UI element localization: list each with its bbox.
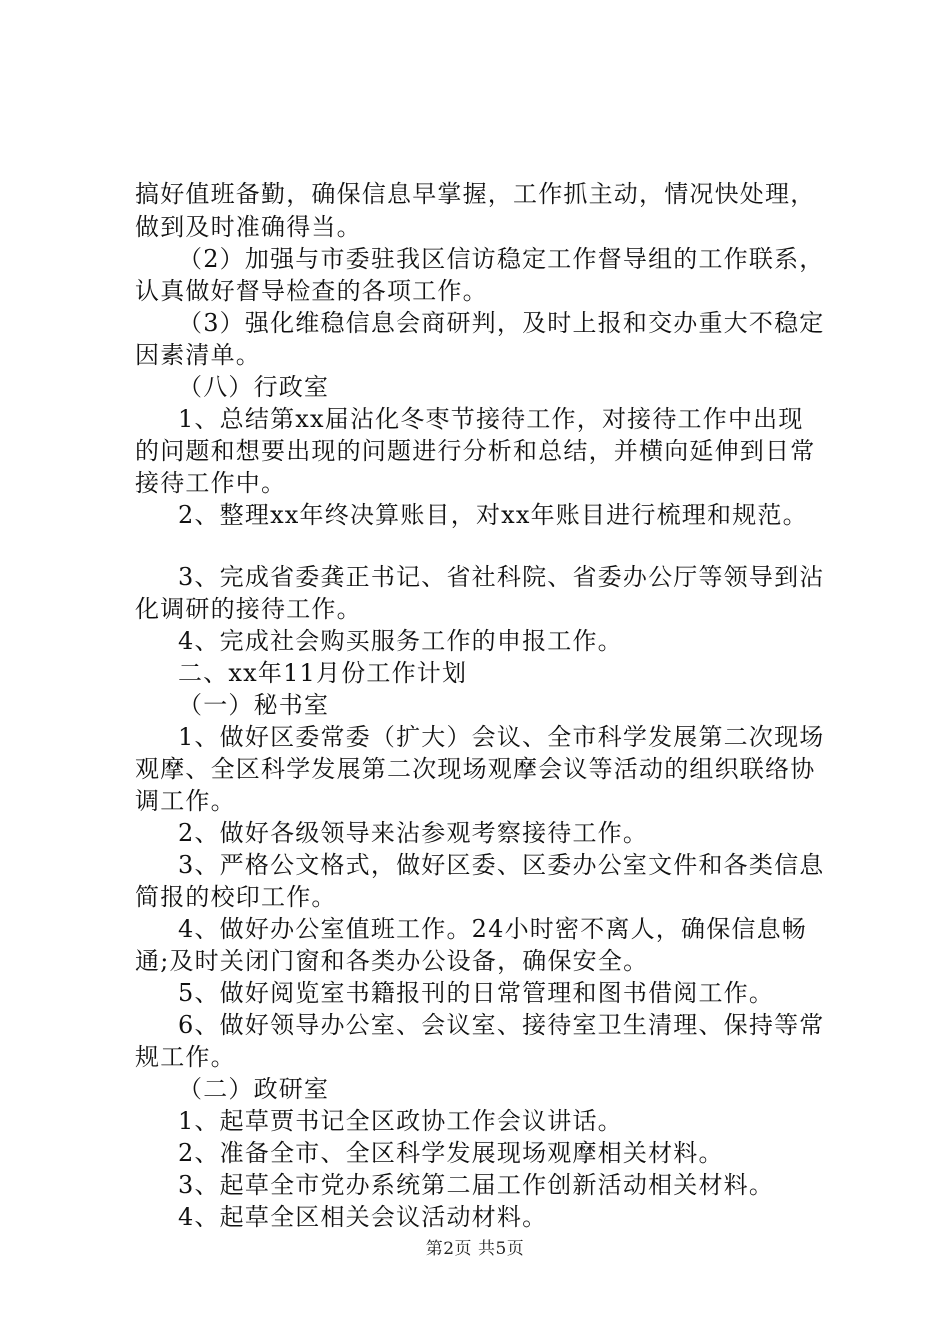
text-line: 通;及时关闭门窗和各类办公设备，确保安全。: [135, 947, 649, 975]
text-line: 1、总结第xx届沾化冬枣节接待工作，对接待工作中出现: [178, 405, 804, 433]
text-line: 2、做好各级领导来沾参观考察接待工作。: [178, 819, 649, 847]
text-line: 的问题和想要出现的问题进行分析和总结，并横向延伸到日常: [135, 437, 816, 465]
text-line: 2、准备全市、全区科学发展现场观摩相关材料。: [178, 1139, 724, 1167]
text-line: （3）强化维稳信息会商研判，及时上报和交办重大不稳定: [178, 309, 825, 337]
text-line: 4、做好办公室值班工作。24小时密不离人，确保信息畅: [178, 915, 808, 943]
text-line: （2）加强与市委驻我区信访稳定工作督导组的工作联系，: [178, 245, 825, 273]
text-line: 观摩、全区科学发展第二次现场观摩会议等活动的组织联络协: [135, 755, 816, 783]
text-line: 因素清单。: [135, 341, 261, 369]
text-line: 搞好值班备勤，确保信息早掌握，工作抓主动，情况快处理，: [135, 180, 816, 208]
page-footer: 第2页 共5页: [425, 1239, 525, 1259]
text-line: 简报的校印工作。: [135, 883, 337, 911]
text-line: 调工作。: [135, 787, 236, 815]
section-heading: （一）秘书室: [178, 691, 330, 719]
text-line: 2、整理xx年终决算账目，对xx年账目进行梳理和规范。: [178, 501, 808, 529]
text-line: 1、做好区委常委（扩大）会议、全市科学发展第二次现场: [178, 723, 825, 751]
text-line: 5、做好阅览室书籍报刊的日常管理和图书借阅工作。: [178, 979, 775, 1007]
text-line: 接待工作中。: [135, 469, 287, 497]
text-line: 1、起草贾书记全区政协工作会议讲话。: [178, 1107, 623, 1135]
text-line: 认真做好督导检查的各项工作。: [135, 277, 488, 305]
section-heading: （八）行政室: [178, 373, 330, 401]
section-heading: （二）政研室: [178, 1075, 330, 1103]
text-line: 3、起草全市党办系统第二届工作创新活动相关材料。: [178, 1171, 775, 1199]
text-line: 3、严格公文格式，做好区委、区委办公室文件和各类信息: [178, 851, 825, 879]
text-line: 做到及时准确得当。: [135, 213, 362, 241]
text-line: 4、起草全区相关会议活动材料。: [178, 1203, 548, 1231]
text-line: 4、完成社会购买服务工作的申报工作。: [178, 627, 623, 655]
text-line: 3、完成省委龚正书记、省社科院、省委办公厅等领导到沾: [178, 563, 825, 591]
text-line: 6、做好领导办公室、会议室、接待室卫生清理、保持等常: [178, 1011, 825, 1039]
section-heading: 二、xx年11月份工作计划: [178, 659, 468, 687]
text-line: 化调研的接待工作。: [135, 595, 362, 623]
text-line: 规工作。: [135, 1043, 236, 1071]
